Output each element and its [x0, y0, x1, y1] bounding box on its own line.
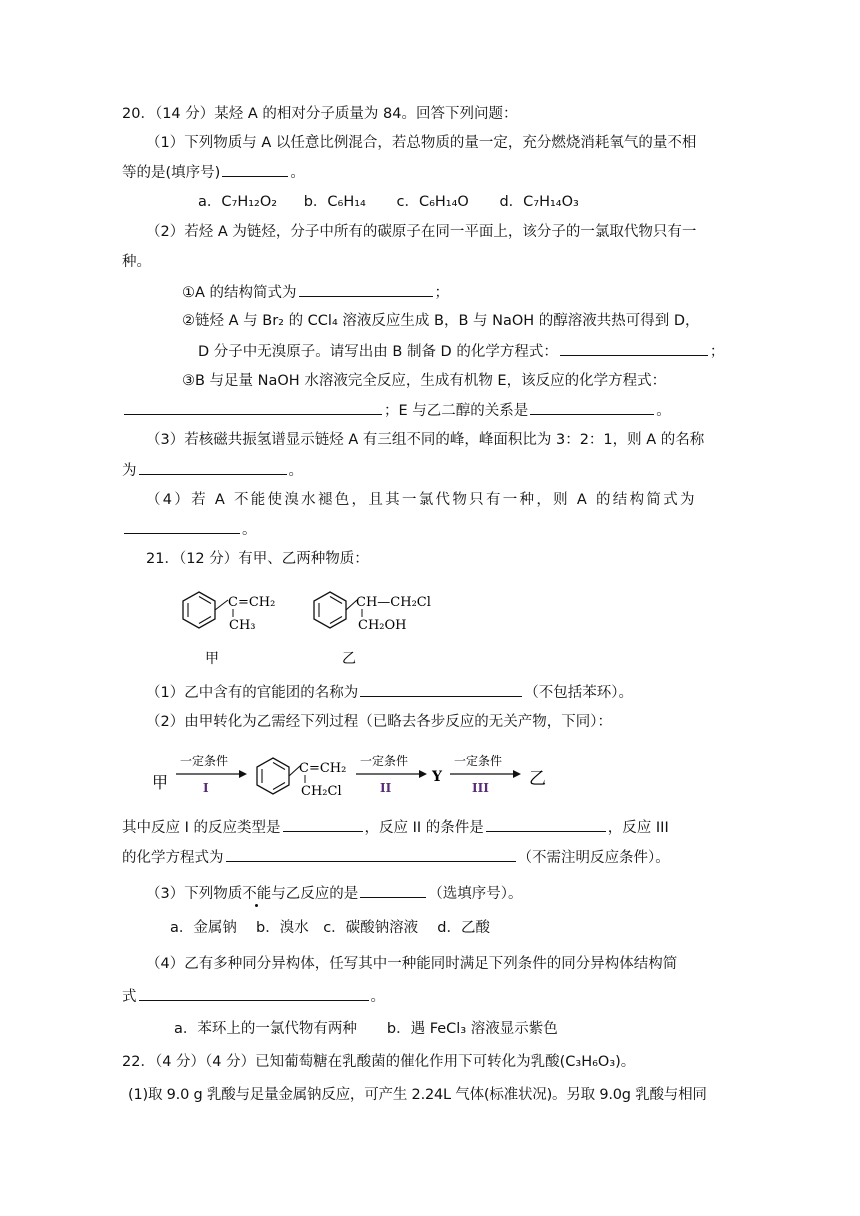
- answer-blank[interactable]: [360, 883, 426, 898]
- q21-part3: （3）下列物质不能与乙反应的是 （选填序号）。: [146, 883, 522, 904]
- scheme-start-jia: 甲: [152, 773, 169, 792]
- answer-blank[interactable]: [299, 282, 433, 297]
- q20-part2-line2: 种。: [122, 254, 151, 270]
- q20-part1-text: 等的是(填序号): [122, 165, 221, 181]
- q20-sub1: ①A 的结构简式为 ；: [182, 282, 449, 303]
- yi-substituent-2: CH₂OH: [358, 618, 407, 633]
- q22-heading: 22．（4 分）（4 分）已知葡萄糖在乳酸菌的催化作用下可转化为乳酸(C₃H₆O₃)。: [122, 1054, 636, 1070]
- answer-blank[interactable]: [139, 460, 287, 475]
- svg-text:一定条件: 一定条件: [454, 754, 503, 768]
- q21-heading: 21．（12 分）有甲、乙两种物质：: [146, 551, 369, 567]
- answer-blank[interactable]: [226, 847, 516, 862]
- q21-part2: （2）由甲转化为乙需经下列过程（已略去各步反应的无关产物，下同）：: [146, 714, 612, 730]
- q20-sub2-line1: ②链烃 A 与 Br₂ 的 CCl₄ 溶液反应生成 B，B 与 NaOH 的醇溶液共热可得到 D，: [182, 313, 700, 329]
- step-III-label: III: [472, 781, 489, 795]
- q20-sub3-line1: ③B 与足量 NaOH 水溶液完全反应，生成有机物 E，该反应的化学方程式：: [182, 373, 667, 389]
- reaction-scheme: [148, 744, 568, 814]
- answer-blank[interactable]: [486, 817, 606, 832]
- benzene-ring-jia: [183, 592, 228, 628]
- condition-a: a．苯环上的一氯代物有两种: [174, 1021, 357, 1037]
- jia-substituent-2: CH₃: [229, 618, 256, 633]
- q20-part1-line1: （1）下列物质与 A 以任意比例混合，若总物质的量一定，充分燃烧消耗氧气的量不相: [146, 135, 697, 151]
- q21-part2-line1: 其中反应 I 的反应类型是 ，反应 II 的条件是 ，反应 III: [122, 817, 669, 838]
- arrow-head-icon: [513, 770, 521, 778]
- emphasis-dots: 不能: [242, 886, 272, 902]
- svg-text:一定条件: 一定条件: [360, 754, 409, 768]
- q22-part1: (1)取 9.0 g 乳酸与足量金属钠反应，可产生 2.24L 气体(标准状况)。另取 9.0g 乳酸与相同: [128, 1087, 707, 1103]
- intermediate-substituent-2: CH₂Cl: [301, 784, 342, 799]
- step-II-label: II: [380, 781, 392, 795]
- q20-part1-line2: 等的是(填序号) 。: [122, 162, 305, 183]
- option-b: b．C₆H₁₄: [303, 194, 366, 210]
- answer-blank[interactable]: [283, 817, 363, 832]
- yi-substituent-1: CH—CH₂Cl: [356, 595, 431, 610]
- answer-blank[interactable]: [560, 341, 708, 356]
- scheme-end-yi: 乙: [529, 769, 546, 789]
- answer-blank[interactable]: [530, 400, 654, 415]
- arrow-head-icon: [419, 770, 427, 778]
- jia-substituent-1: C=CH₂: [228, 595, 276, 610]
- q20-heading: 20．（14 分）某烃 A 的相对分子质量为 84。回答下列问题：: [122, 106, 518, 122]
- jia-label: 甲: [205, 651, 219, 667]
- step-I-label: I: [203, 781, 209, 795]
- option-d: d．C₇H₁₄O₃: [499, 194, 579, 210]
- q20-part4-line1: （4）若 A 不能使溴水褪色，且其一氯代物只有一种，则 A 的结构简式为: [146, 492, 697, 508]
- q20-part3-line2: 为 。: [122, 460, 303, 481]
- q20-sub3-line2: ；E 与乙二醇的关系是 。: [122, 400, 671, 421]
- q20-part4-line2: 。: [122, 519, 257, 540]
- q20-sub2-line2: D 分子中无溴原子。请写出由 B 制备 D 的化学方程式： ；: [198, 341, 724, 362]
- intermediate-substituent-1: C=CH₂: [299, 761, 347, 776]
- condition-label: 一定条件: [180, 754, 229, 768]
- q21-part1: （1）乙中含有的官能团的名称为 （不包括苯环）。: [146, 682, 633, 703]
- q21-part4-options: [174, 1019, 558, 1039]
- q20-part3-line1: （3）若核磁共振氢谱显示链烃 A 有三组不同的峰，峰面积比为 3：2：1，则 A 的名称: [146, 432, 705, 448]
- option-c: c．C₆H₁₄O: [396, 194, 469, 210]
- answer-blank[interactable]: [360, 682, 522, 697]
- answer-blank[interactable]: [139, 986, 369, 1001]
- q21-part4-line1: （4）乙有多种同分异构体，任写其中一种能同时满足下列条件的同分异构体结构简: [146, 956, 678, 972]
- answer-blank[interactable]: [222, 162, 288, 177]
- q21-part4-line2: 式 。: [122, 986, 385, 1007]
- answer-blank[interactable]: [124, 519, 240, 534]
- q21-part3-options: a．金属钠 b．溴水 c．碳酸钠溶液 d．乙酸: [170, 920, 490, 936]
- benzene-ring-yi: [314, 592, 357, 628]
- structures-jia-yi: [176, 582, 446, 672]
- arrow-head-icon: [239, 770, 247, 778]
- answer-blank[interactable]: [124, 400, 382, 415]
- scheme-Y: Y: [432, 769, 442, 785]
- q20-part2-line1: （2）若烃 A 为链烃，分子中所有的碳原子在同一平面上，该分子的一氯取代物只有一: [146, 224, 697, 240]
- benzene-ring-intermediate: [257, 758, 300, 794]
- option-a: a．C₇H₁₂O₂: [198, 194, 278, 210]
- yi-label: 乙: [342, 651, 356, 667]
- q20-options: [198, 192, 579, 212]
- condition-b: b．遇 FeCl₃ 溶液显示紫色: [386, 1021, 558, 1037]
- q21-part2-line2: 的化学方程式为 （不需注明反应条件）。: [122, 847, 670, 868]
